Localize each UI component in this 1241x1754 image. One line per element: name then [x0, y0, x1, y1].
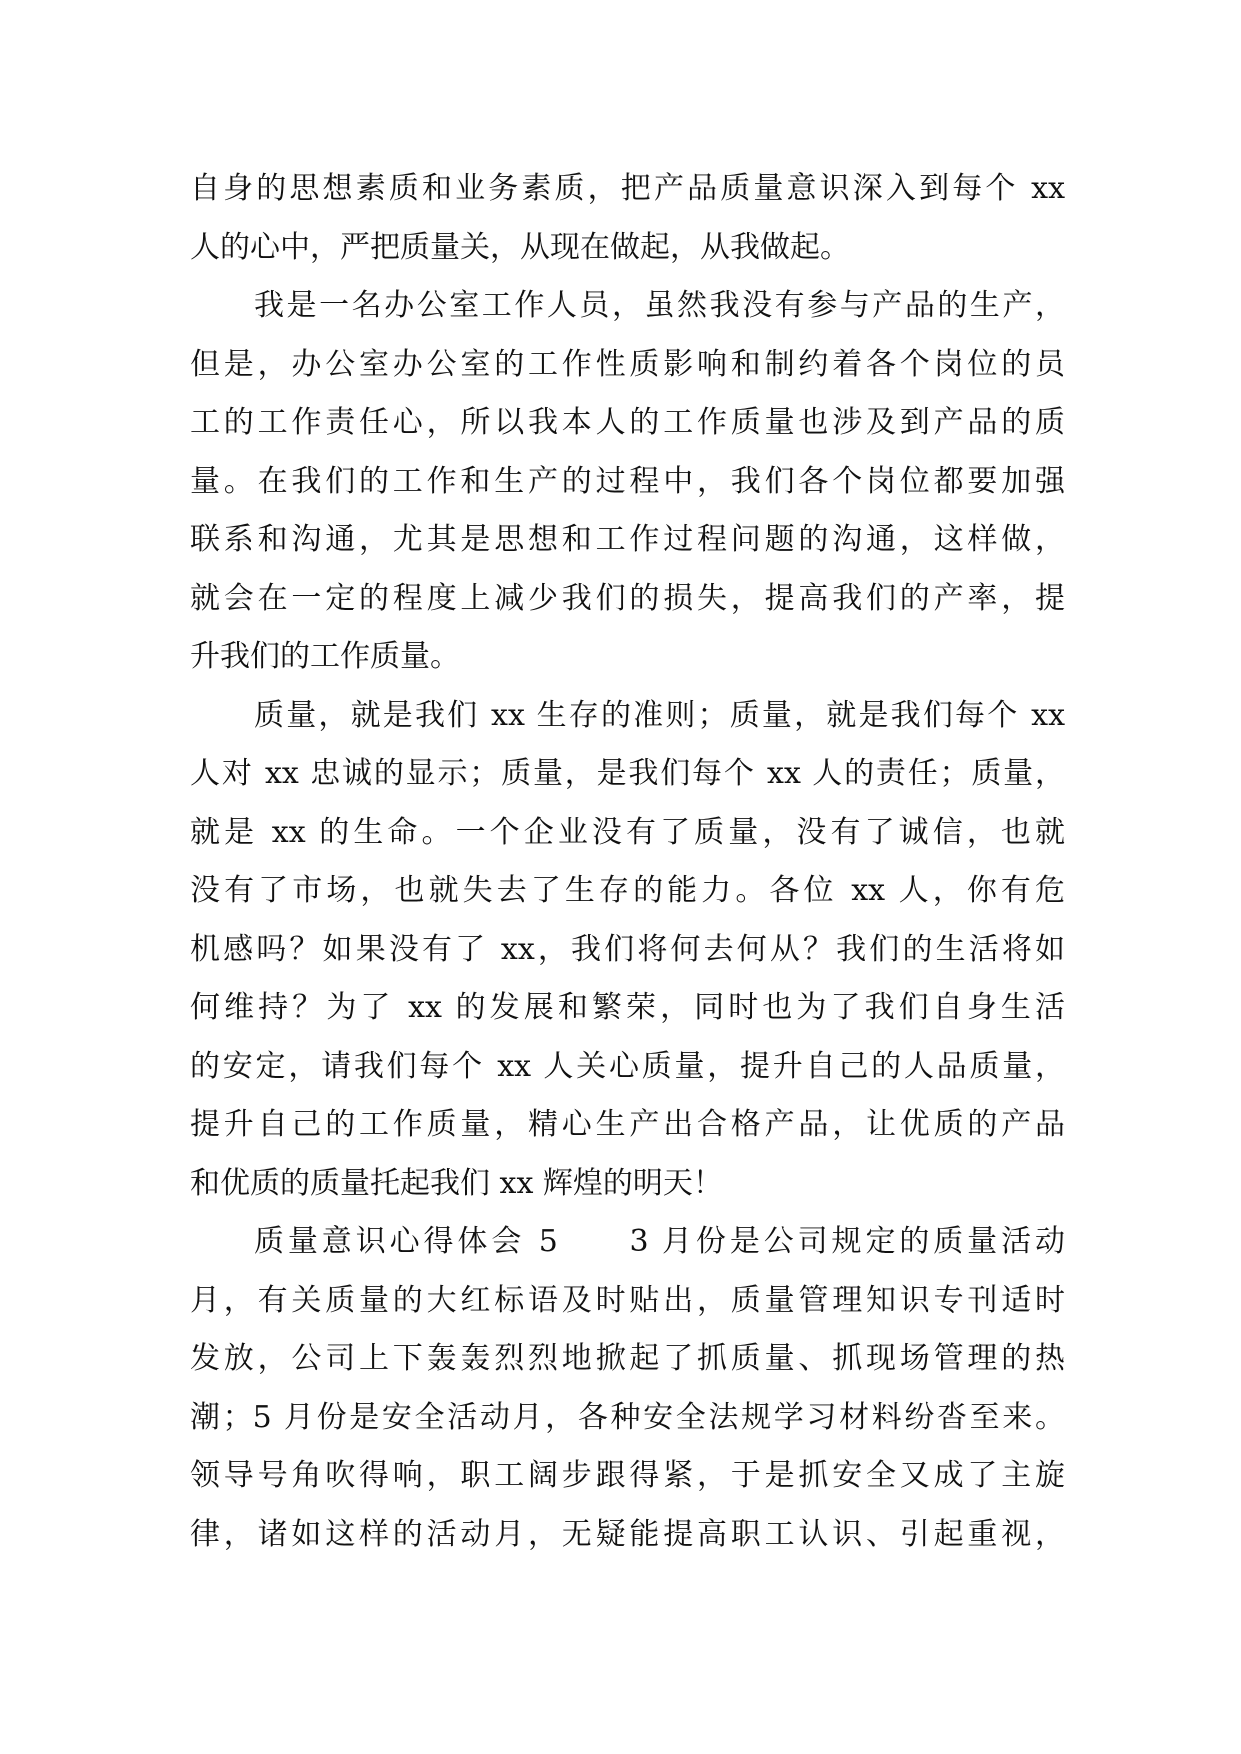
paragraph-start-line: 质量意识心得体会 5 3 月份是公司规定的质量活动	[254, 1224, 1065, 1259]
paragraph-start-line: 我是一名办公室工作人员，虽然我没有参与产品的生产，	[254, 288, 1065, 323]
text-line: 人对 xx 忠诚的显示；质量，是我们每个 xx 人的责任；质量，	[190, 756, 1065, 791]
text-line: 机感吗？如果没有了 xx，我们将何去何从？我们的生活将如	[190, 931, 1065, 967]
text-line: 何维持？为了 xx 的发展和繁荣，同时也为了我们自身生活	[190, 990, 1065, 1025]
text-line: 就会在一定的程度上减少我们的损失，提高我们的产率，提	[190, 580, 1065, 616]
text-line: 发放，公司上下轰轰烈烈地掀起了抓质量、抓现场管理的热	[190, 1341, 1065, 1376]
text-line: 的安定，请我们每个 xx 人关心质量，提升自己的人品质量，	[190, 1048, 1065, 1084]
document-body	[190, 160, 1065, 1564]
text-line: 但是，办公室办公室的工作性质影响和制约着各个岗位的员	[190, 346, 1065, 382]
text-line: 月，有关质量的大红标语及时贴出，质量管理知识专刊适时	[190, 1282, 1065, 1318]
text-line: 自身的思想素质和业务素质，把产品质量意识深入到每个 xx	[190, 171, 1065, 206]
text-line: 领导号角吹得响，职工阔步跟得紧，于是抓安全又成了主旋	[190, 1458, 1065, 1493]
text-line: 升我们的工作质量。	[190, 639, 460, 674]
text-line: 工的工作责任心，所以我本人的工作质量也涉及到产品的质	[190, 405, 1065, 440]
text-line: 人的心中，严把质量关，从现在做起，从我做起。	[190, 229, 850, 265]
text-line: 联系和沟通，尤其是思想和工作过程问题的沟通，这样做，	[190, 522, 1065, 557]
text-line: 潮；5 月份是安全活动月，各种安全法规学习材料纷沓至来。	[190, 1399, 1065, 1435]
text-line: 和优质的质量托起我们 xx 辉煌的明天！	[190, 1165, 723, 1201]
text-line: 提升自己的工作质量，精心生产出合格产品，让优质的产品	[190, 1107, 1065, 1142]
text-line: 就是 xx 的生命。一个企业没有了质量，没有了诚信，也就	[190, 814, 1065, 850]
text-line: 量。在我们的工作和生产的过程中，我们各个岗位都要加强	[190, 463, 1065, 499]
paragraph-start-line: 质量，就是我们 xx 生存的准则；质量，就是我们每个 xx	[254, 697, 1065, 733]
text-line: 没有了市场，也就失去了生存的能力。各位 xx 人，你有危	[190, 873, 1065, 908]
text-line: 律，诸如这样的活动月，无疑能提高职工认识、引起重视，	[190, 1516, 1065, 1552]
